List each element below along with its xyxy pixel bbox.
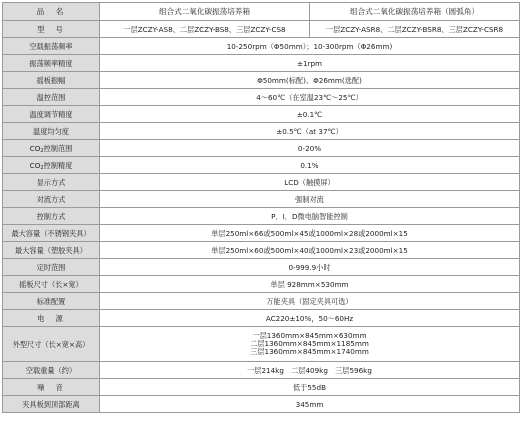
spec-label: 空载振荡频率 bbox=[3, 38, 100, 55]
spec-row bbox=[3, 191, 520, 208]
spec-label: 温度均匀度 bbox=[3, 123, 100, 140]
spec-value: 0-20% bbox=[100, 140, 520, 157]
spec-value: 单层250ml×66或500ml×45或1000ml×28或2000ml×15 bbox=[100, 225, 520, 242]
spec-row bbox=[3, 276, 520, 293]
spec-label: 振荡频率精度 bbox=[3, 55, 100, 72]
spec-row bbox=[3, 242, 520, 259]
model-rounded: 一层ZCZY-ASR8、二层ZCZY-BSR8、三层ZCZY-CSR8 bbox=[310, 21, 520, 38]
spec-value: LCD（触摸屏） bbox=[100, 174, 520, 191]
spec-value: 单层 928mm×530mm bbox=[100, 276, 520, 293]
header-row bbox=[3, 3, 520, 21]
spec-value: 单层250ml×60或500ml×40或1000ml×23或2000ml×15 bbox=[100, 242, 520, 259]
spec-label: 摇板振幅 bbox=[3, 72, 100, 89]
spec-value: 4～60℃（在室温23℃～25℃） bbox=[100, 89, 520, 106]
spec-row bbox=[3, 106, 520, 123]
spec-value: 0-999.9小时 bbox=[100, 259, 520, 276]
spec-table bbox=[2, 2, 520, 413]
spec-label: 定时范围 bbox=[3, 259, 100, 276]
dimensions-label: 外型尺寸（长×宽×高） bbox=[3, 327, 100, 362]
model-row bbox=[3, 21, 520, 38]
spec-row bbox=[3, 72, 520, 89]
model-standard: 一层ZCZY-AS8、二层ZCZY-BS8、三层ZCZY-CS8 bbox=[100, 21, 310, 38]
spec-value: AC220±10%，50～60Hz bbox=[100, 310, 520, 327]
spec-row bbox=[3, 379, 520, 396]
spec-label: 对流方式 bbox=[3, 191, 100, 208]
spec-value: P．I．D微电脑智能控制 bbox=[100, 208, 520, 225]
spec-row bbox=[3, 174, 520, 191]
spec-value: ±0.5℃（at 37℃） bbox=[100, 123, 520, 140]
spec-value: 10-250rpm（Φ50mm）；10-300rpm（Φ26mm) bbox=[100, 38, 520, 55]
spec-value: Φ50mm(标配)、Φ26mm(选配) bbox=[100, 72, 520, 89]
model-label: 型 号 bbox=[3, 21, 100, 38]
spec-row bbox=[3, 55, 520, 72]
spec-label: 标准配置 bbox=[3, 293, 100, 310]
spec-row bbox=[3, 38, 520, 55]
spec-label: 摇板尺寸（长×宽） bbox=[3, 276, 100, 293]
spec-row bbox=[3, 89, 520, 106]
spec-label: 噪 音 bbox=[3, 379, 100, 396]
spec-label: 温度调节精度 bbox=[3, 106, 100, 123]
spec-row bbox=[3, 208, 520, 225]
spec-label: 最大容量（不锈钢夹具） bbox=[3, 225, 100, 242]
spec-label: 温控范围 bbox=[3, 89, 100, 106]
dimensions-value bbox=[100, 327, 520, 362]
spec-label: 夹具板到顶部距离 bbox=[3, 396, 100, 413]
spec-row bbox=[3, 396, 520, 413]
spec-value: 一层214kg 二层409kg 三层596kg bbox=[100, 362, 520, 379]
spec-label: 最大容量（塑胶夹具） bbox=[3, 242, 100, 259]
spec-row bbox=[3, 157, 520, 174]
spec-row bbox=[3, 140, 520, 157]
spec-row bbox=[3, 293, 520, 310]
spec-label: 电 源 bbox=[3, 310, 100, 327]
spec-label: $CO_2$控制精度 bbox=[3, 157, 100, 174]
spec-value: 强制对流 bbox=[100, 191, 520, 208]
spec-value: 345mm bbox=[100, 396, 520, 413]
product-name-label: 品 名 bbox=[3, 3, 100, 21]
spec-value: 低于55dB bbox=[100, 379, 520, 396]
spec-label: $CO_2$控制范围 bbox=[3, 140, 100, 157]
product-name-rounded: 组合式二氧化碳振荡培养箱（圆弧角） bbox=[310, 3, 520, 21]
spec-value: ±1rpm bbox=[100, 55, 520, 72]
dimensions-line: 二层1360mm×845mm×1185mm bbox=[250, 338, 369, 348]
spec-label: 控制方式 bbox=[3, 208, 100, 225]
spec-label: 显示方式 bbox=[3, 174, 100, 191]
product-name-standard: 组合式二氧化碳振荡培养箱 bbox=[100, 3, 310, 21]
dimensions-line: 一层1360mm×845mm×630mm bbox=[252, 330, 367, 340]
spec-value: 万能夹具（固定夹具可选） bbox=[100, 293, 520, 310]
spec-row bbox=[3, 362, 520, 379]
spec-label: 空载重量（约） bbox=[3, 362, 100, 379]
spec-row bbox=[3, 310, 520, 327]
spec-value: ±0.1℃ bbox=[100, 106, 520, 123]
spec-row bbox=[3, 123, 520, 140]
dimensions-line: 三层1360mm×845mm×1740mm bbox=[250, 347, 369, 357]
spec-row bbox=[3, 259, 520, 276]
dimensions-row bbox=[3, 327, 520, 362]
spec-row bbox=[3, 225, 520, 242]
spec-value: 0.1% bbox=[100, 157, 520, 174]
